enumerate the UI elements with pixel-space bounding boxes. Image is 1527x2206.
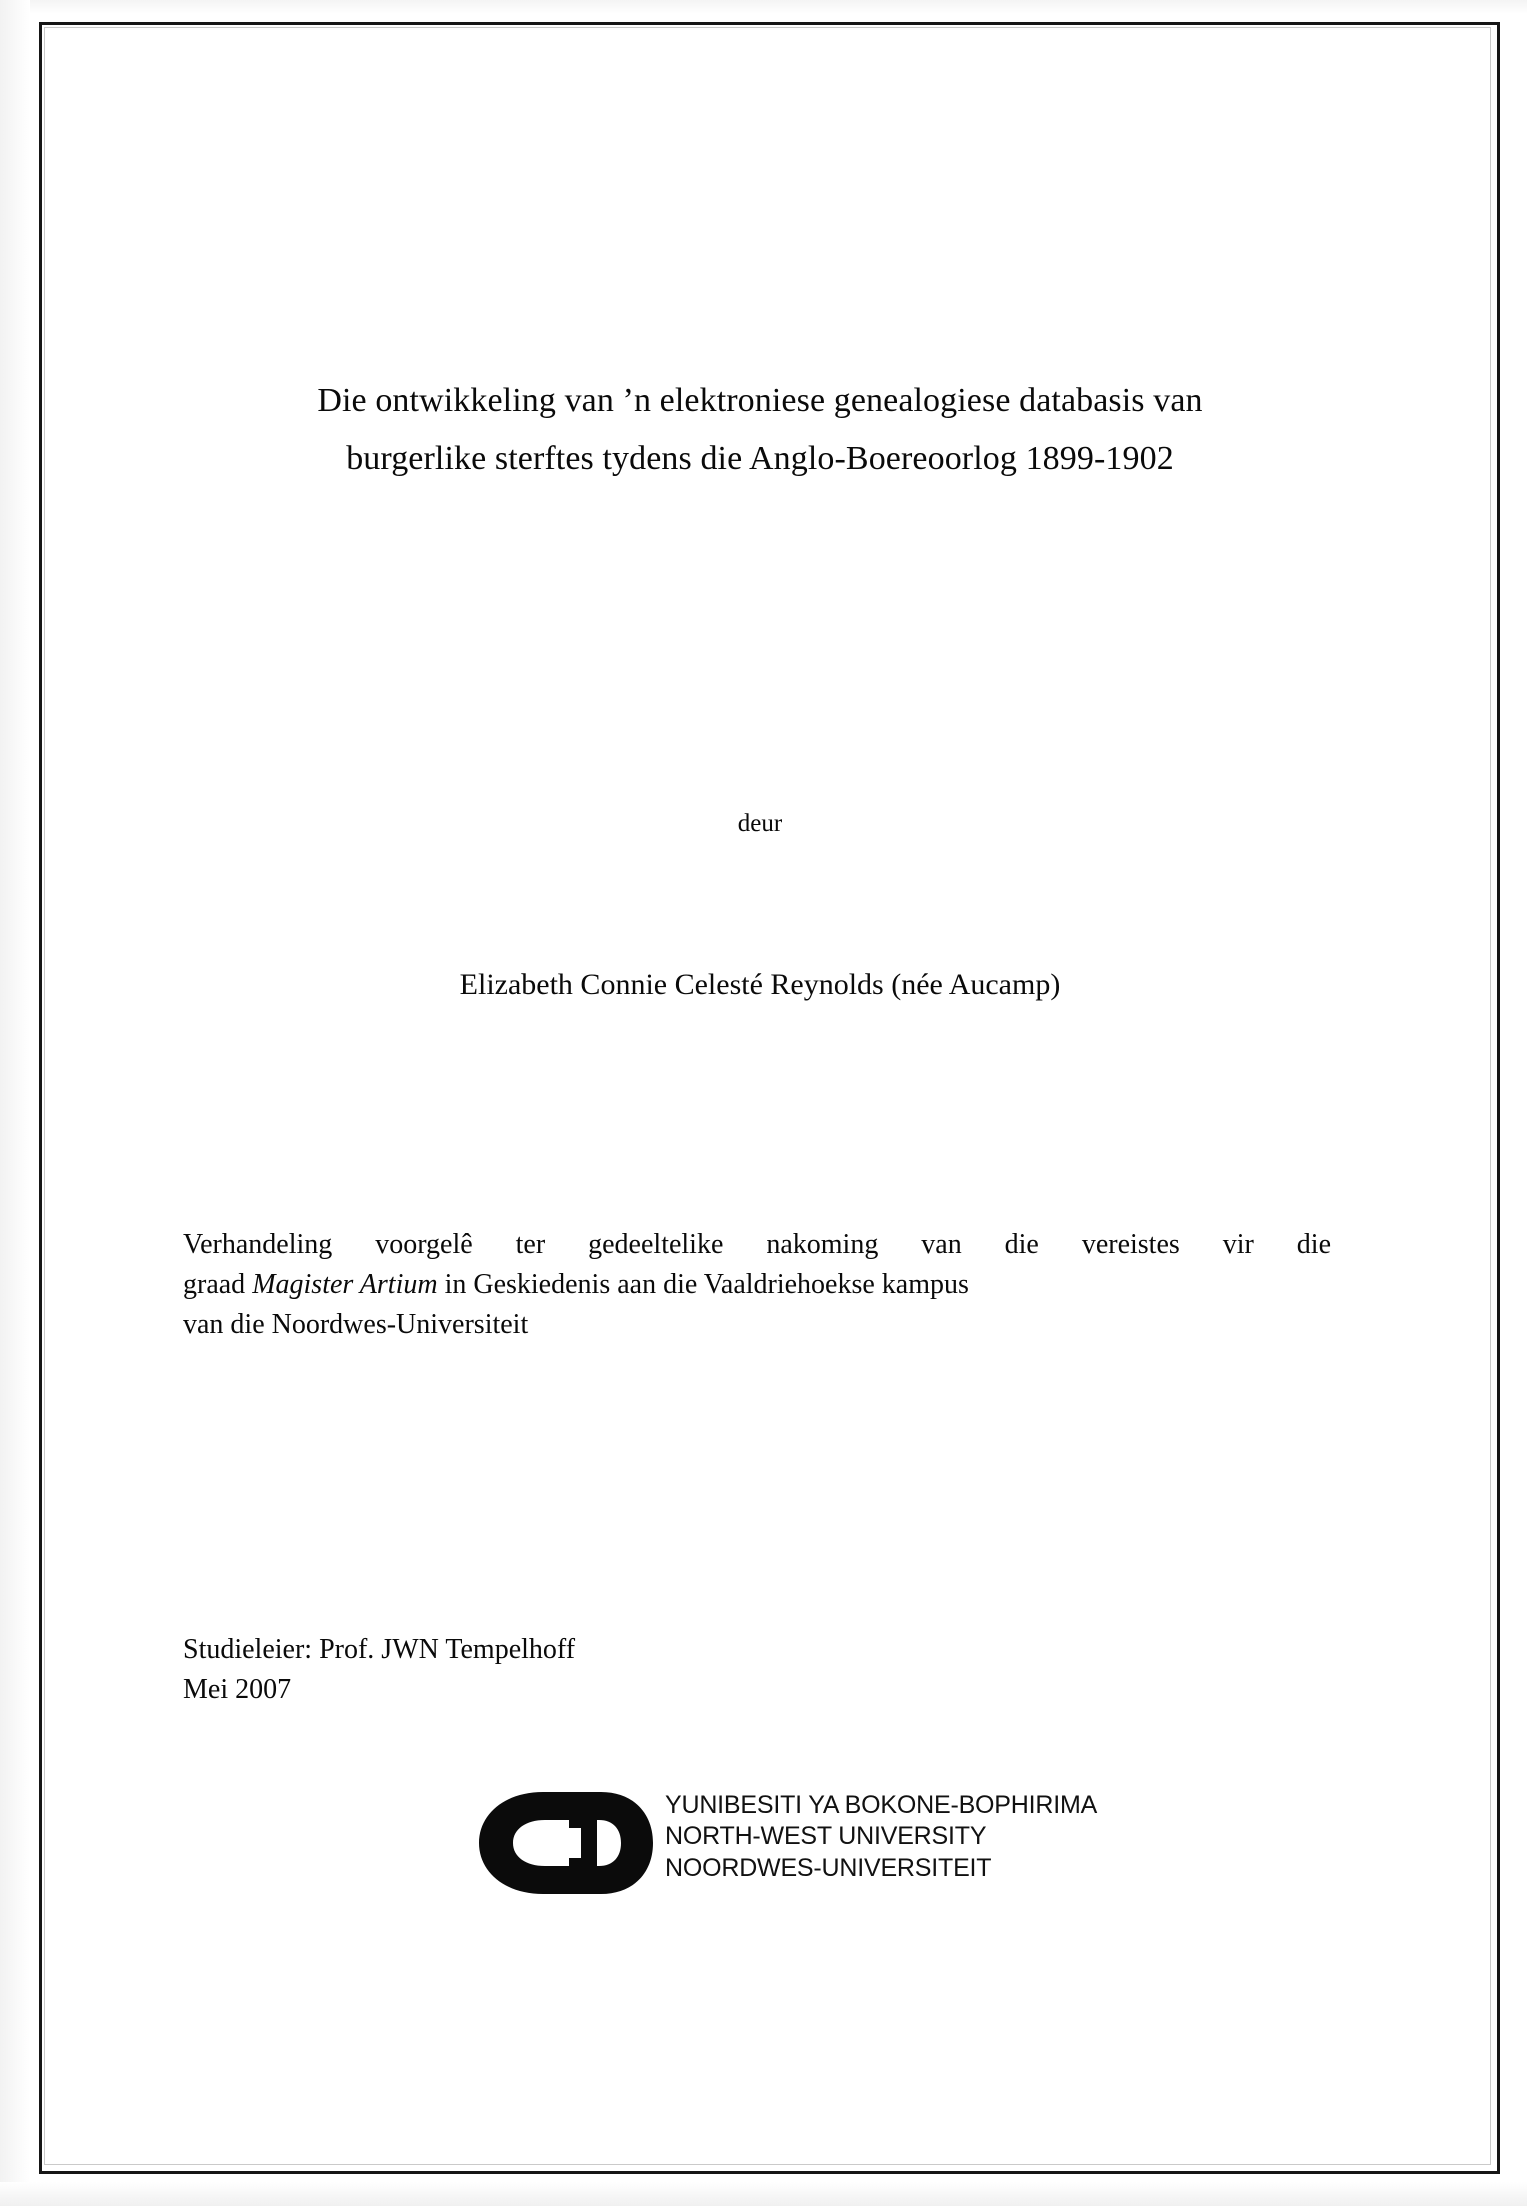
- page-title: [180, 372, 1340, 489]
- title-line-1: Die ontwikkeling van ’n elektroniese genealogiese databasis van: [317, 382, 1203, 419]
- degree-statement-line-2-post: in Geskiedenis aan die Vaaldriehoekse kampus: [437, 1268, 969, 1300]
- logo-line-3: NOORDWES-UNIVERSITEIT: [665, 1853, 992, 1882]
- degree-statement: [183, 1225, 1331, 1344]
- university-logo-text: [665, 1790, 1097, 1884]
- degree-statement-line-2-pre: graad: [183, 1268, 253, 1300]
- supervisor-block: [183, 1630, 1083, 1710]
- author-name: Elizabeth Connie Celesté Reynolds (née Aucamp): [459, 968, 1061, 1001]
- degree-name-italic: Magister Artium: [252, 1268, 438, 1300]
- logo-line-2: NORTH-WEST UNIVERSITY: [665, 1822, 987, 1851]
- scan-edge-left: [0, 0, 30, 2206]
- degree-statement-line-2: [183, 1265, 1331, 1305]
- title-page-content: [180, 0, 1340, 2206]
- by-label: deur: [737, 810, 783, 837]
- title-line-2: burgerlike sterftes tydens die Anglo-Boereoorlog 1899-1902: [346, 440, 1174, 478]
- date-line: Mei 2007: [183, 1673, 292, 1705]
- degree-statement-line-3: van die Noordwes-Universiteit: [183, 1308, 529, 1340]
- north-west-university-logo-icon: [465, 1788, 665, 1898]
- logo-line-1: YUNIBESITI YA BOKONE-BOPHIRIMA: [665, 1791, 1098, 1819]
- degree-statement-line-1: Verhandeling voorgelê ter gedeeltelike nakoming van die vereistes vir die: [183, 1229, 1331, 1260]
- supervisor-line: Studieleier: Prof. JWN Tempelhoff: [183, 1634, 576, 1665]
- university-logo-block: [465, 1780, 1105, 1910]
